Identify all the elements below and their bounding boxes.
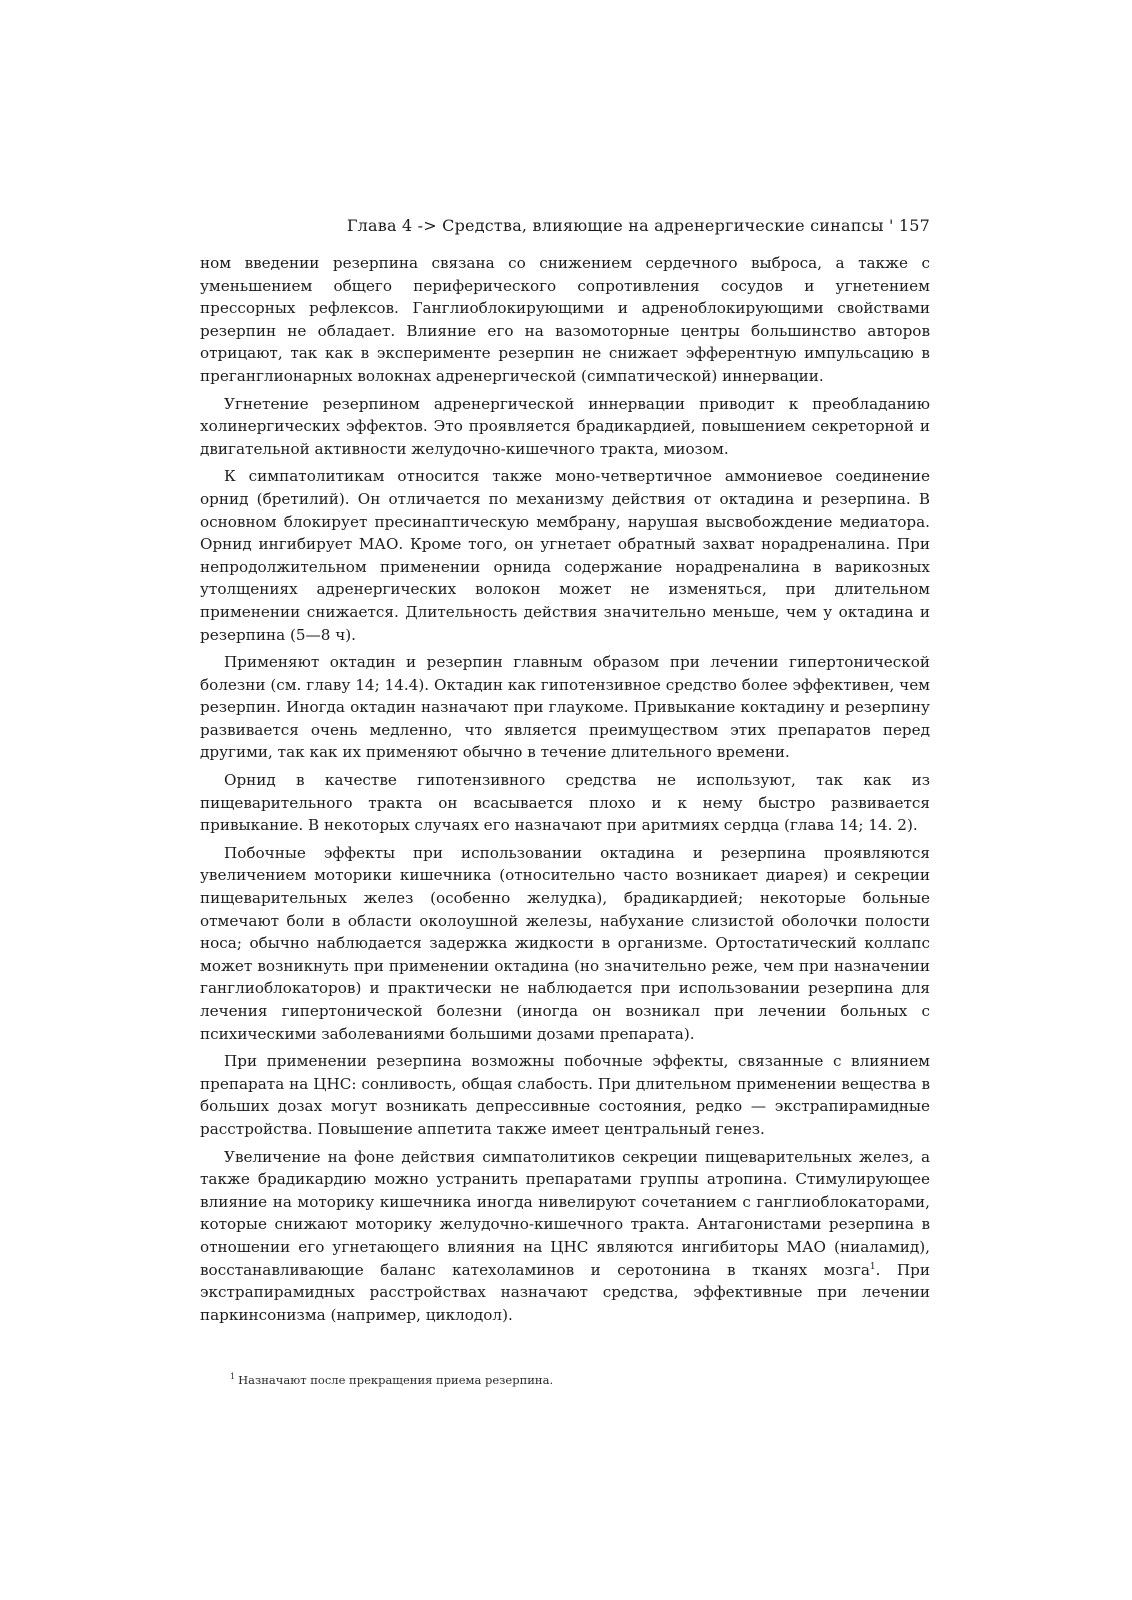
paragraph-continuation: ном введении резерпина связана со снижением сердечного выброса, а также с уменьшением общего периферического сопротивления сосудов и угнетением прессорных рефлексов. Ганглиоблокирующими и адреноблокирующими свойствами резерпин не обладает. Влияние его на вазомоторные центры большинство авторов отрицают, так как в эксперименте резерпин не снижает эфферентную импульсацию в преганглионарных волокнах адренергической (симпатической) иннервации. (200, 254, 930, 385)
paragraph: Угнетение резерпином адренергической иннервации приводит к преобладанию холинергических эффектов. Это проявляется брадикардией, повышением секреторной и двигательной активности желудочно-кишечного тракта, миозом. (200, 394, 930, 458)
footnote-mark: 1 (230, 1372, 236, 1381)
main-text (200, 252, 930, 1331)
paragraph: Побочные эффекты при использовании октадина и резерпина проявляются увеличением моторики кишечника (относительно часто возникает диарея) и секреции пищеварительных желез (особенно желудка), брадикардией; некоторые больные отмечают боли в области околоушной железы, набухание слизистой оболочки полости носа; обычно наблюдается задержка жидкости в организме. Ортостатический коллапс может возникнуть при применении октадина (но значительно реже, чем при назначении ганглиоблокаторов) и практически не наблюдается при использовании резерпина для лечения гипертонической болезни (иногда он возникал при лечении больных с психическими заболеваниями большими дозами препарата). (200, 843, 930, 1043)
paragraph: К симпатолитикам относится также моно-четвертичное аммониевое соединение орнид (бретилий). Он отличается по механизму действия от октадина и резерпина. В основном блокирует пресинаптическую мембрану, нарушая высвобождение медиатора. Орнид ингибирует МАО. Кроме того, он угнетает обратный захват норадреналина. При непродолжительном применении орнида содержание норадреналина в варикозных утолщениях адренергических волокон может не изменяться, при длительном применении снижается. Длительность действия значительно меньше, чем у октадина и резерпина (5—8 ч). (200, 467, 930, 644)
paragraph: Применяют октадин и резерпин главным образом при лечении гипертонической болезни (см. главу 14; 14.4). Октадин как гипотензивное средство более эффективен, чем резерпин. Иногда октадин назначают при глаукоме. Привыкание коктадину и резерпину развивается очень медленно, что является преимуществом этих препаратов перед другими, так как их применяют обычно в течение длительного времени. (200, 653, 930, 762)
paragraph: При применении резерпина возможны побочные эффекты, связанные с влиянием препарата на ЦНС: сонливость, общая слабость. При длительном применении вещества в больших дозах могут возникать депрессивные состояния, редко — экстрапирамидные расстройства. Повышение аппетита также имеет центральный генез. (200, 1052, 930, 1138)
footnote-text: Назначают после прекращения приема резерпина. (238, 1372, 554, 1387)
running-header: Глава 4 -> Средства, влияющие на адренергические синапсы ' 157 (346, 216, 930, 235)
paragraph-with-footnote (200, 1146, 930, 1327)
footnote (230, 1369, 830, 1388)
paragraph: Орнид в качестве гипотензивного средства не используют, так как из пищеварительного тракта он всасывается плохо и к нему быстро развивается привыкание. В некоторых случаях его назначают при аритмиях сердца (глава 14; 14. 2). (200, 771, 930, 835)
footnote-reference: 1 (869, 1261, 876, 1272)
paragraph-text: . При экстрапирамидных расстройствах назначают средства, эффективные при лечении паркинсонизма (например, циклодол). (200, 1260, 930, 1324)
paragraph-text: Увеличение на фоне действия симпатолитиков секреции пищеварительных желез, а также брадикардию можно устранить препаратами группы атропина. Стимулирующее влияние на моторику кишечника иногда нивелируют сочетанием с ганглиоблокаторами, которые снижают моторику желудочно-кишечного тракта. Антагонистами резерпина в отношении его угнетающего влияния на ЦНС являются ингибиторы МАО (ниаламид), восстанавливающие баланс катехоламинов и серотонина в тканях мозга (200, 1147, 930, 1279)
